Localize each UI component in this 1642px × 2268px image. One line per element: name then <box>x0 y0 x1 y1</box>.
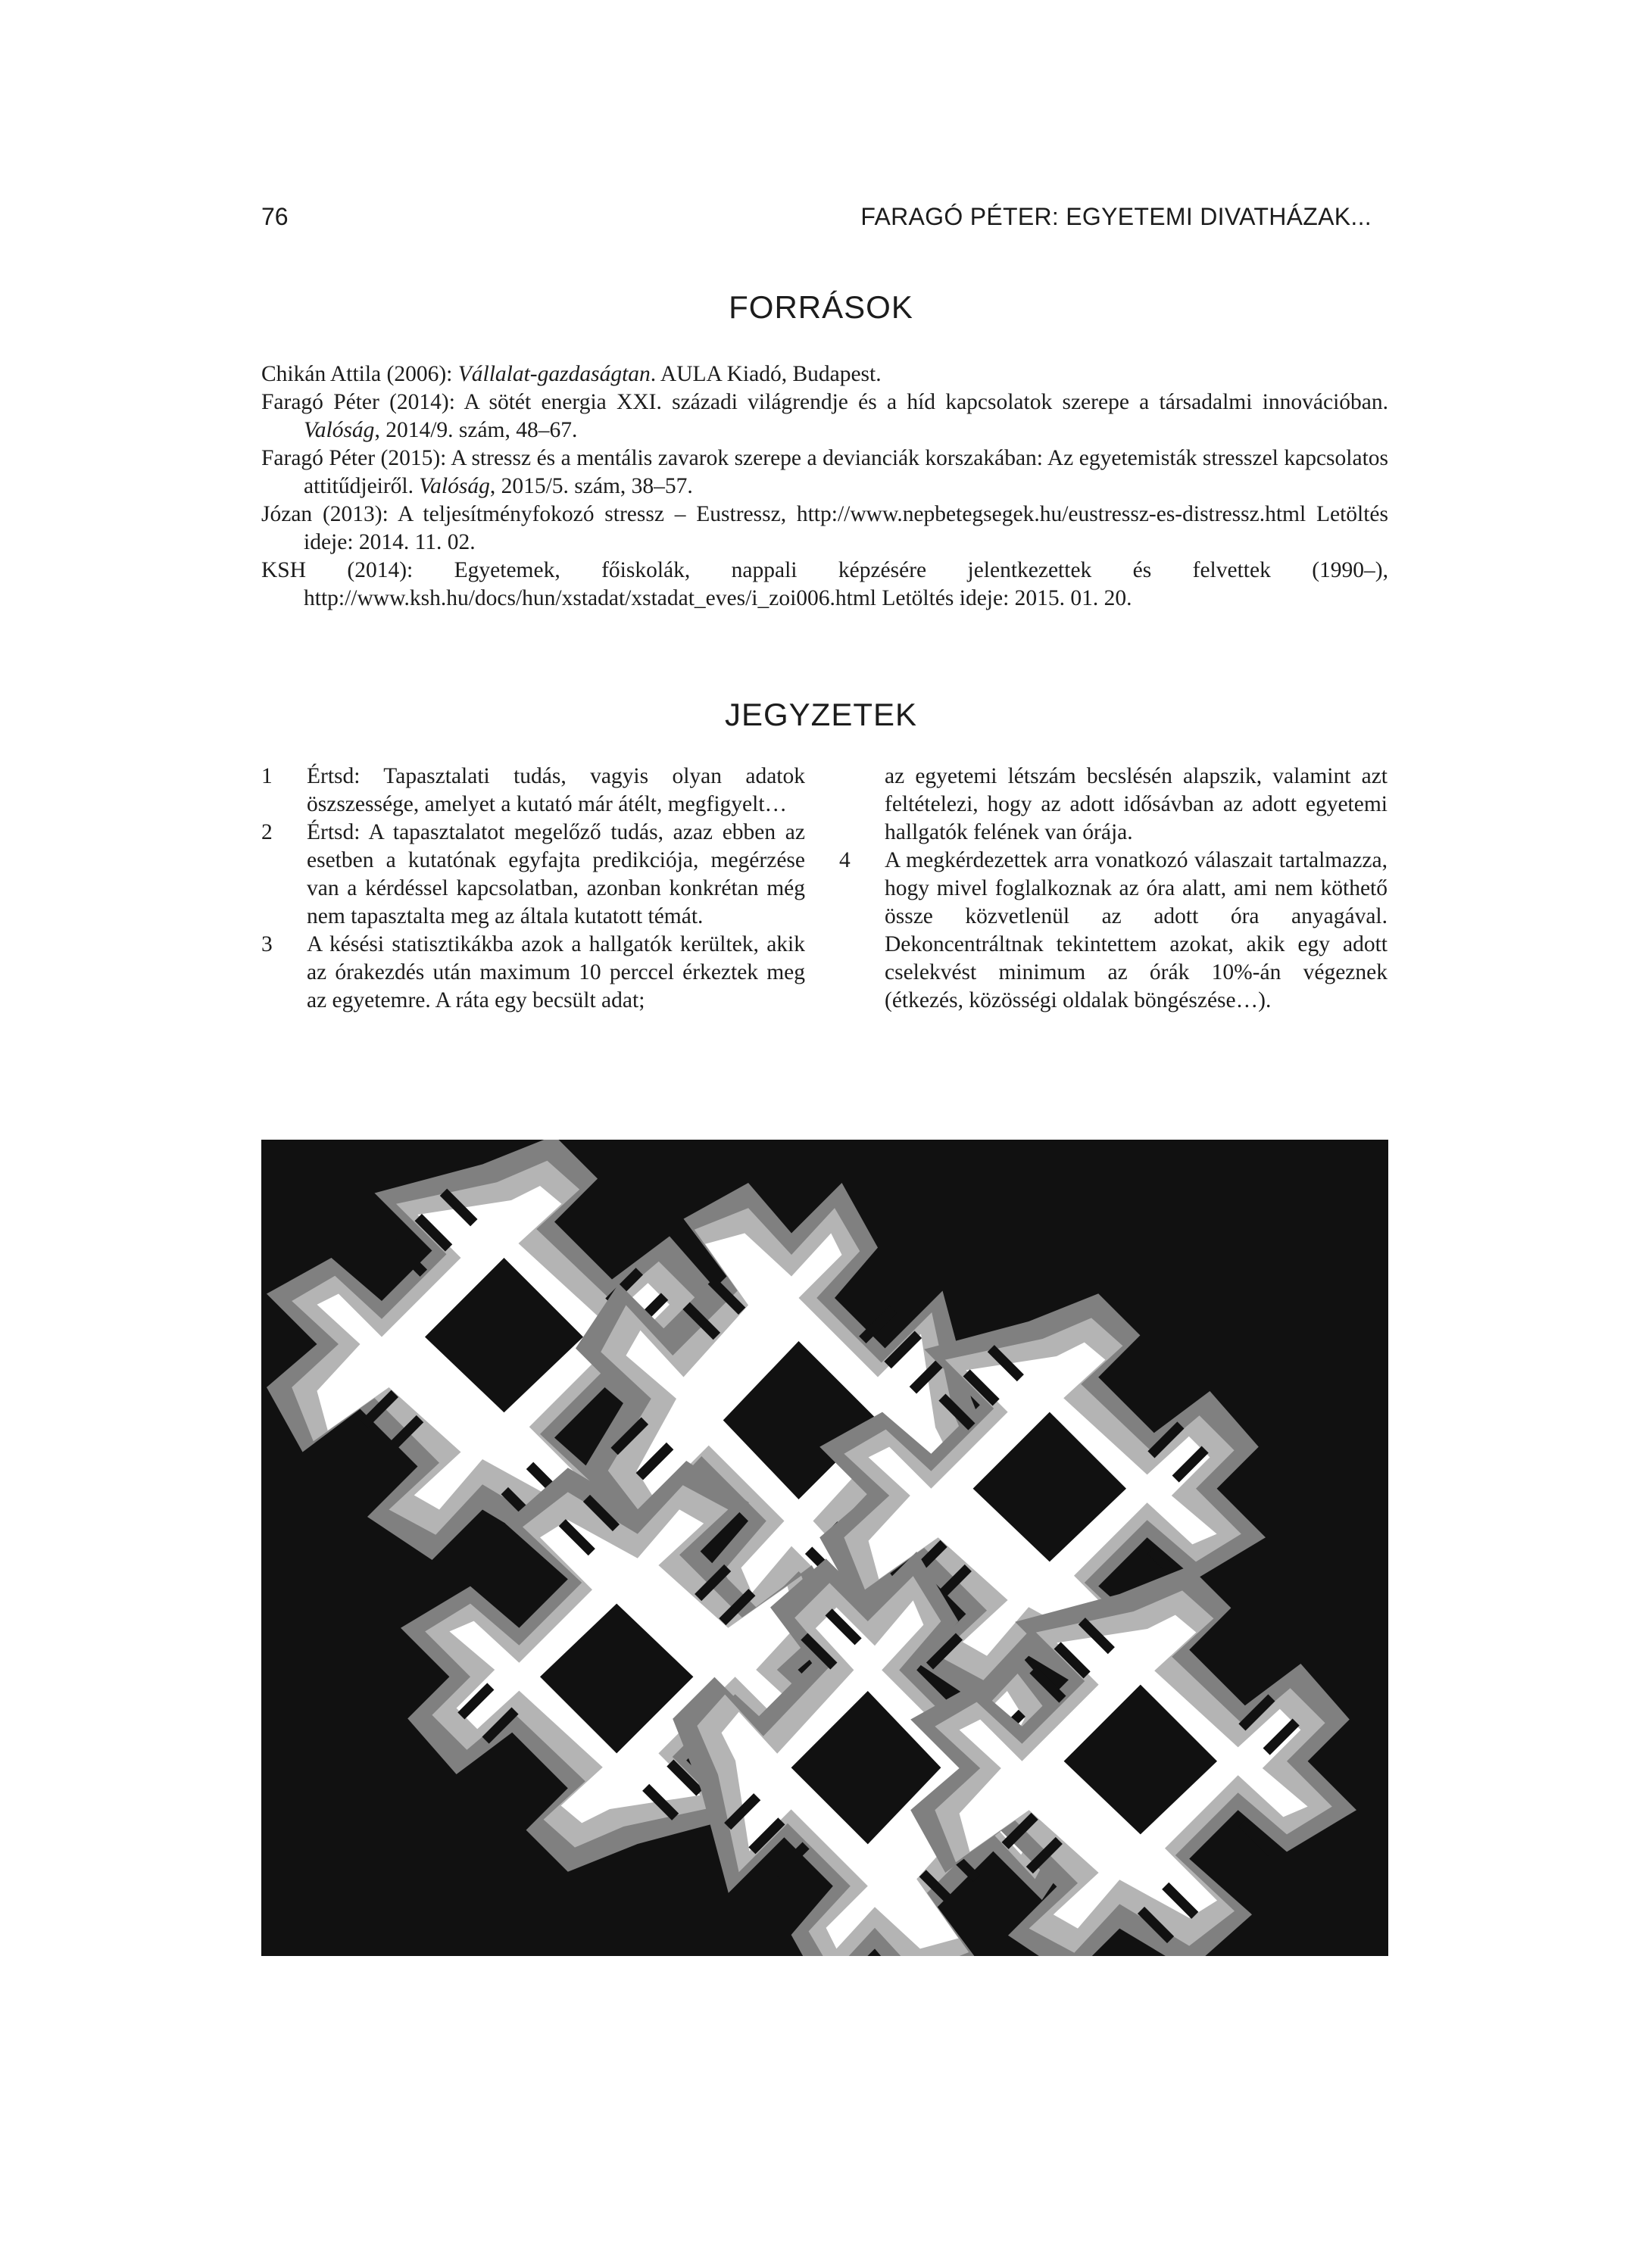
sources-heading: FORRÁSOK <box>729 289 913 325</box>
page-number: 76 <box>261 203 289 230</box>
notes-column-right <box>839 763 1388 1015</box>
reference-item: Faragó Péter (2014): A sötét energia XXI. századi világrendje és a híd kapcsolatok szerepe a társadalmi innovációban. Valóság, 2014/9. szám, 48–67. <box>261 390 1388 442</box>
note-item: 4 A megkérdezettek arra vonatkozó válaszait tartalmazza, hogy mivel foglalkoznak az óra alatt, ami nem köthető össze közvetlenül az adott óra anyagával. Dekoncentráltnak tekintettem azokat, akik egy adott cselekvést minimum az órák 10%-án végeznek (étkezés, közösségi oldalak böngészése…). <box>839 848 1388 1012</box>
note-item: 3 A késési statisztikákba azok a hallgatók kerültek, akik az órakezdés után maximum 10 perccel érkeztek meg az egyetemre. A ráta egy becsült adat; <box>261 932 805 1012</box>
reference-item: Chikán Attila (2006): Vállalat-gazdaságtan. AULA Kiadó, Budapest. <box>261 362 882 386</box>
note-item: 1 Értsd: Tapasztalati tudás, vagyis olyan adatok öszszessége, amelyet a kutató már átélt, megfigyelt… <box>261 764 805 816</box>
note-continuation: az egyetemi létszám becslésén alapszik, valamint azt feltételezi, hogy az adott idősávban az adott egyetemi hallgatók felének van órája. <box>885 764 1388 844</box>
reference-list <box>261 360 1388 613</box>
running-head: FARAGÓ PÉTER: EGYETEMI DIVATHÁZAK... <box>860 203 1372 230</box>
optical-illusion-artwork <box>261 1140 1388 1956</box>
impossible-staircase-illustration <box>261 1140 1388 1956</box>
reference-item: Józan (2013): A teljesítményfokozó stressz – Eustressz, http://www.nepbetegsegek.hu/eustressz-es-distressz.html Letöltés ideje: 2014. 11. 02. <box>261 502 1388 554</box>
notes-heading: JEGYZETEK <box>724 697 918 732</box>
reference-item: KSH (2014): Egyetemek, főiskolák, nappali képzésére jelentkezettek és felvettek (1990–), http://www.ksh.hu/docs/hun/xstadat/xstadat_eves/i_zoi006.html Letöltés ideje: 2015. 01. 20. <box>261 558 1388 610</box>
notes-column-left <box>261 763 805 1015</box>
reference-item: Faragó Péter (2015): A stressz és a mentális zavarok szerepe a devianciák korszakában: Az egyetemisták stresszel kapcsolatos attitűdjeiről. Valóság, 2015/5. szám, 38–57. <box>261 446 1388 498</box>
note-item: 2 Értsd: A tapasztalatot megelőző tudás, azaz ebben az esetben a kutatónak egyfajta predikciója, megérzése van a kérdéssel kapcsolatban, azonban konkrétan még nem tapasztalta meg az általa kutatott témát. <box>261 820 805 928</box>
